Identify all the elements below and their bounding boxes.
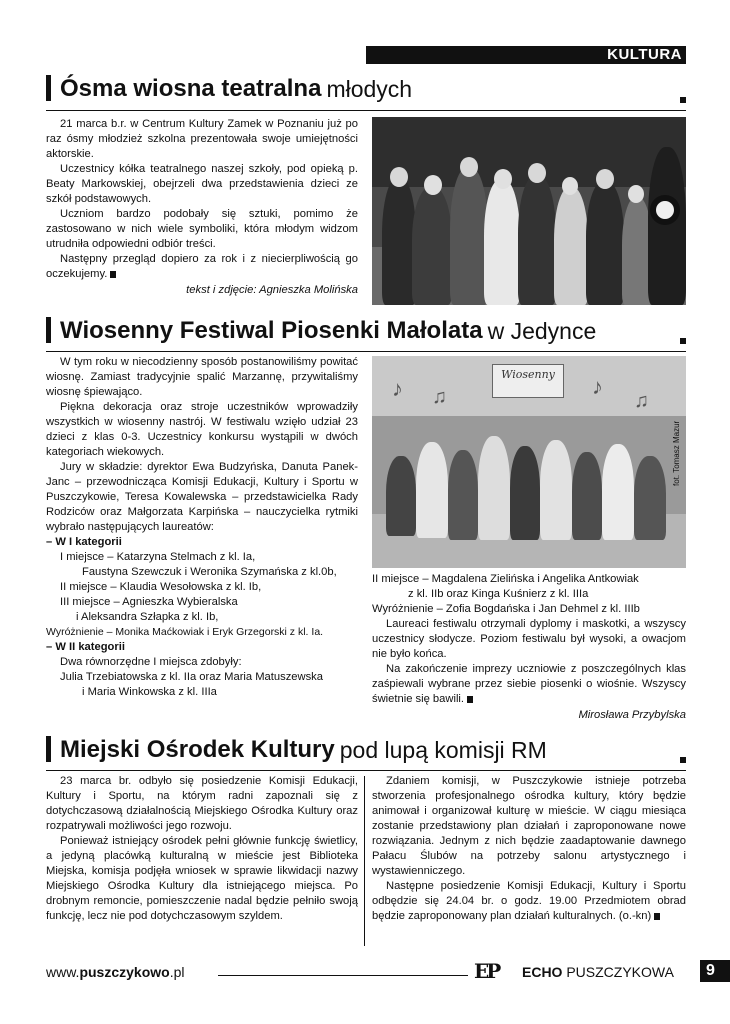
divider bbox=[46, 770, 686, 771]
result-line: Dwa równorzędne I miejsca zdobyły: bbox=[60, 656, 242, 668]
paragraph: Uczniom bardzo podobały się sztuki, pomimo że zastosowano w nich wiele symboliki, która młodym widzom utrudniła odpowiedni odbiór treści. bbox=[46, 208, 358, 250]
article3-right-column bbox=[372, 774, 686, 924]
article2-title-bold: Wiosenny Festiwal Piosenki Małolata bbox=[60, 317, 483, 344]
paragraph: Następny przegląd dopiero za rok i z niecierpliwością go oczekujemy. bbox=[46, 253, 358, 280]
result-line: III miejsce – Agnieszka Wybieralska bbox=[60, 596, 238, 608]
heading-end-square bbox=[680, 757, 686, 763]
music-note-icon: ♪ bbox=[392, 376, 403, 401]
footer-url: www.puszczykowo.pl bbox=[46, 964, 185, 980]
article1-title-bold: Ósma wiosna teatralna bbox=[60, 75, 322, 102]
paragraph: Na zakończenie imprezy uczniowie z poszczególnych klas zaśpiewali wybrane przez siebie piosenki o wiośnie. Wszyscy świetnie się bawili. bbox=[372, 663, 686, 705]
result-line: i Maria Winkowska z kl. IIIa bbox=[82, 686, 217, 698]
result-line: i Aleksandra Szłapka z kl. Ib, bbox=[76, 611, 219, 623]
music-note-icon: ♫ bbox=[432, 386, 447, 408]
category-label: – W I kategorii bbox=[46, 536, 122, 548]
paragraph: 21 marca b.r. w Centrum Kultury Zamek w Poznaniu już po raz ósmy młodzież szkolna prezentowała swoje umiejętności aktorskie. bbox=[46, 118, 358, 160]
divider bbox=[46, 110, 686, 111]
divider bbox=[46, 351, 686, 352]
music-note-icon: ♪ bbox=[592, 374, 603, 399]
article1-heading bbox=[46, 72, 412, 104]
paragraph: Uczestnicy kółka teatralnego naszej szkoły, pod opieką p. Beaty Markowskiej, obejrzeli dwa przedstawienia dzieci ze szkół podstawowych. bbox=[46, 163, 358, 205]
paragraph: 23 marca br. odbyło się posiedzenie Komisji Edukacji, Kultury i Sportu, na którym radni zapoznali się z dotychczasową działalnością Miejskiego Ośrodka Kultury oraz rozpatrywali możliwości jego rozwoju. bbox=[46, 775, 358, 832]
article3-heading bbox=[46, 733, 547, 765]
result-line: Faustyna Szewczuk i Weronika Szymańska z kl.0b, bbox=[82, 566, 337, 578]
article2-left-column bbox=[46, 355, 358, 700]
result-line: II miejsce – Magdalena Zielińska i Angelika Antkowiak bbox=[372, 573, 639, 585]
result-line: II miejsce – Klaudia Wesołowska z kl. Ib, bbox=[60, 581, 262, 593]
article1-text bbox=[46, 117, 358, 298]
article2-title-light: w Jedynce bbox=[487, 318, 597, 344]
result-line: Wyróżnienie – Zofia Bogdańska i Jan Dehmel z kl. IIIb bbox=[372, 603, 640, 615]
article1-title-light: młodych bbox=[326, 76, 413, 102]
result-line: Wyróżnienie – Monika Maćkowiak i Eryk Grzegorski z kl. Ia. bbox=[46, 626, 324, 638]
result-line: Julia Trzebiatowska z kl. IIa oraz Maria Matuszewska bbox=[60, 671, 323, 683]
footer-brand: ECHO PUSZCZYKOWA bbox=[522, 964, 674, 980]
article3-left-column bbox=[46, 774, 358, 924]
paragraph: Laureaci festiwalu otrzymali dyplomy i maskotki, a wszyscy uczestnicy słodycze. Poziom festiwalu był wysoki, a owacjom nie było końca. bbox=[372, 618, 686, 660]
result-line: z kl. IIb oraz Kinga Kuśnierz z kl. IIIa bbox=[408, 588, 589, 600]
article2-credit: Mirosława Przybylska bbox=[578, 709, 686, 721]
article2-photo bbox=[372, 356, 686, 568]
heading-bar bbox=[46, 75, 51, 101]
page-footer bbox=[46, 959, 715, 986]
column-divider bbox=[364, 776, 365, 946]
heading-bar bbox=[46, 317, 51, 343]
footer-rule bbox=[218, 975, 468, 976]
paragraph: W tym roku w niecodzienny sposób postanowiliśmy powitać wiosnę. Zamiast tradycyjnie spalić Marzannę, przywitaliśmy wiosnę śpiewająco. bbox=[46, 356, 358, 398]
festival-banner: Wiosenny bbox=[492, 364, 564, 398]
article1-photo bbox=[372, 117, 686, 305]
result-line: I miejsce – Katarzyna Stelmach z kl. Ia, bbox=[60, 551, 256, 563]
article3-title-bold: Miejski Ośrodek Kultury bbox=[60, 736, 335, 763]
paragraph: Piękna dekoracja oraz stroje uczestników wprowadziły wszystkich w wiosenny nastrój. W festiwalu wzięło udział 23 dzieci z klas 0-3. Uczestnicy konkursu wystąpili w dwóch kategoriach wiekowych. bbox=[46, 401, 358, 458]
section-label: KULTURA bbox=[366, 46, 686, 64]
article3-title-light: pod lupą komisji RM bbox=[339, 737, 547, 763]
photo-credit: fot. Tomasz Mazur bbox=[672, 420, 681, 486]
ep-logo-icon: EP bbox=[474, 959, 499, 983]
heading-end-square bbox=[680, 338, 686, 344]
article2-right-column bbox=[372, 572, 686, 723]
page-number: 9 bbox=[700, 960, 730, 982]
heading-end-square bbox=[680, 97, 686, 103]
paragraph: Zdaniem komisji, w Puszczykowie istnieje potrzeba stworzenia profesjonalnego ośrodka kultury, który będzie animował i organizował kulturę w mieście. W ciągu miesiąca zostanie przedstawiony plan działań i zaproponowane nowe rozwiązania. Jednym z nich będzie zaadaptowanie dawnego Pałacu Ślubów na potrzeby salonu artystycznego i wystawienniczego. bbox=[372, 775, 686, 877]
category-label: – W II kategorii bbox=[46, 641, 125, 653]
article1-credit: tekst i zdjęcie: Agnieszka Molińska bbox=[186, 284, 358, 296]
paragraph: Jury w składzie: dyrektor Ewa Budzyńska, Danuta Panek-Janc – przewodnicząca Komisji Edukacji, Kultury i Sportu w Puszczykowie, Teresa Kowalewska – przedstawicielka Rady Rodziców oraz Małgorzata Karpińska – nauczycielka rytmiki wybrało następujących laureatów: bbox=[46, 461, 358, 533]
music-note-icon: ♫ bbox=[634, 390, 649, 412]
article2-heading bbox=[46, 314, 596, 346]
paragraph: Ponieważ istniejący ośrodek pełni głównie funkcję świetlicy, a jedyną placówką kulturalną w mieście jest Biblioteka Miejska, komisja podjęła wniosek w sprawie likwidacji nazwy Miejskiego Ośrodka Kultury dla istniejącego miejsca. Po drobnym remoncie, pomieszczenie nadal będzie pełniło swoją funkcję, lecz nie pod dotychczasowym szyldem. bbox=[46, 835, 358, 922]
heading-bar bbox=[46, 736, 51, 762]
paragraph: Następne posiedzenie Komisji Edukacji, Kultury i Sportu odbędzie się 24.04 br. o godz. 19.00 Przedmiotem obrad będzie zaproponowany plan działań kulturalnych. (o.-kn) bbox=[372, 880, 686, 922]
